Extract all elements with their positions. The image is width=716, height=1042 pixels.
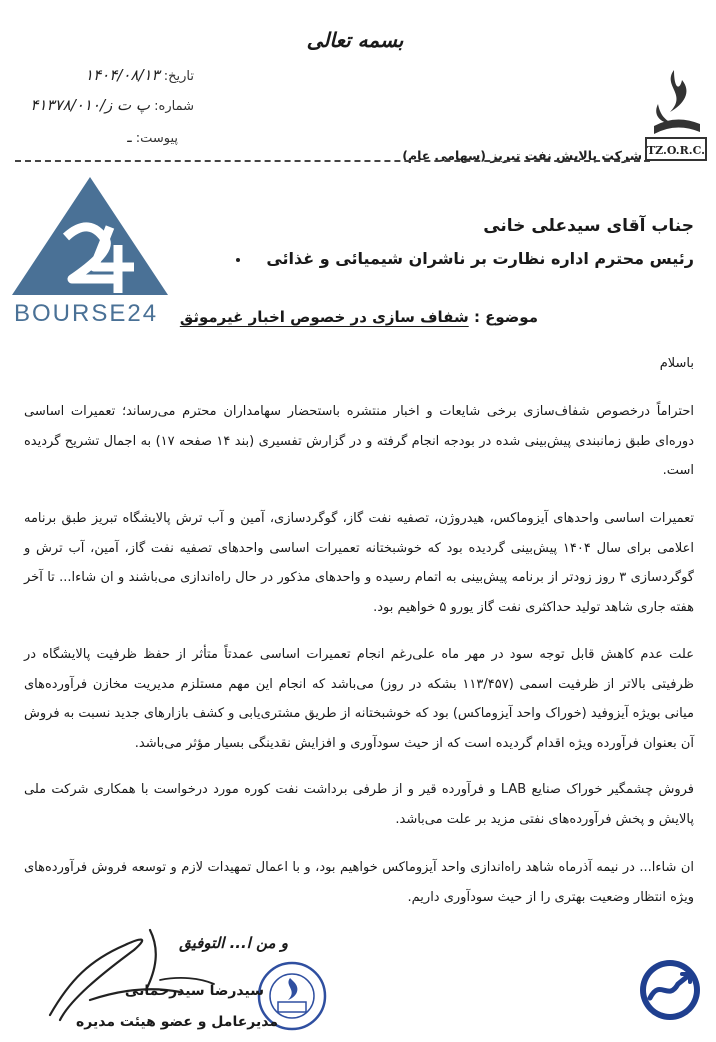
addressee-title: رئیس محترم اداره نظارت بر ناشران شیمیائی و غذائی — [266, 249, 694, 268]
subject-line — [180, 308, 538, 326]
closing-phrase: و من ا... التوفیق — [179, 934, 288, 952]
attachment-field — [127, 128, 178, 146]
signer-title: مدیرعامل و عضو هیئت مدیره — [76, 1014, 278, 1030]
body-paragraph-5: ان شاءا... در نیمه آذرماه شاهد راه‌اندازی واحد آیزوماکس خواهیم بود، و با اعمال تمهیدات لازم و توسعه فروش فرآورده‌های ویژه انتظار وضعیت بهتری را از حیث سودآوری داریم. — [24, 860, 694, 905]
subject-text: شفاف سازی در خصوص اخبار غیرموثق — [179, 308, 469, 326]
signer-name: سیدرضا سیدرحمانی — [124, 983, 264, 999]
body-paragraph-4: فروش چشمگیر خوراک صنایع LAB و فرآورده قیر و از طرفی برداشت نفت کوره مورد درخواست با همکاری شرکت ملی پالایش و پخش فرآورده‌های نفتی مزید بر علت می‌باشد. — [24, 782, 694, 827]
attachment-label: پیوست: — [135, 131, 178, 146]
corner-chart-logo-icon — [638, 958, 702, 1022]
zorc-logo-text: TZ.O.R.C. — [647, 144, 705, 157]
body-paragraph-1: احتراماً درخصوص شفاف‌سازی برخی شایعات و اخبار منتشره باستحضار سهامداران محترم می‌رساند؛ تعمیرات اساسی دوره‌ای طبق زمانبندی پیش‌بینی شده در بودجه انجام گرفته و در گزارش تفسیری (بند ۱۴ صفحه ۱۷) به اجمال تشریح گردیده است. — [24, 404, 694, 479]
subject-label: موضوع : — [473, 308, 538, 326]
number-field — [30, 96, 194, 114]
number-label: شماره: — [154, 99, 194, 114]
header-divider — [15, 160, 650, 162]
stray-dot — [236, 258, 240, 262]
bismillah-heading: بسمه تعالی — [306, 28, 404, 52]
number-value: پ ت ز/۴۱۳۷۸/۰۱۰ — [30, 96, 151, 114]
addressee-name: جناب آقای سیدعلی خانی — [483, 216, 694, 236]
body-paragraph-2: تعمیرات اساسی واحدهای آیزوماکس، هیدروژن، تصفیه نفت گاز، گوگردسازی، آمین و آب ترش پالایشگاه تبریز طبق برنامه اعلامی برای سال ۱۴۰۴ پیش‌بینی گردیده بود که خوشبختانه تعمیرات اساسی واحدهای تصفیه نفت گاز، آمین، آب ترش و گوگردسازی ۳ روز زودتر از برنامه پیش‌بینی به اتمام رسیده و واحدهای مذکور در حال راه‌اندازی می‌باشند و ان شاءا... تا آخر هفته جاری شاهد تولید حداکثری نفت گاز یورو ۵ خواهیم بود. — [24, 511, 694, 615]
body-paragraph-3: علت عدم کاهش قابل توجه سود در مهر ماه علی‌رغم انجام تعمیرات اساسی عمدتاً متأثر از حفظ ظرفیت پالایشگاه در ظرفیتی بالاتر از ظرفیت اسمی (۱۱۳/۴۵۷ بشکه در روز) می‌باشد که انجام این مهم مستلزم مدیریت مخازن فرآورده‌های میانی بویژه آیزوفید (خوراک واحد آیزوماکس) بود که خوشبختانه از طریق مشتری‌یابی و کشف بازارهای جدید نسبت به فروش آن بعنوان فرآورده ویژه اقدام گردیده است که از حیث سودآوری و افزایش نقدینگی بسیار مؤثر می‌باشد. — [24, 647, 694, 751]
attachment-value: ـ — [127, 128, 132, 146]
date-field — [85, 66, 194, 84]
bourse24-brand-text: BOURSE24 — [14, 300, 159, 327]
greeting: باسلام — [659, 356, 694, 371]
zorc-logo-icon — [644, 64, 708, 164]
date-value: ۱۴۰۴/۰۸/۱۳ — [85, 66, 160, 84]
date-label: تاریخ: — [163, 69, 194, 84]
company-name: شرکت پالایش نفت تبریز (سهامی عام) — [402, 148, 642, 163]
